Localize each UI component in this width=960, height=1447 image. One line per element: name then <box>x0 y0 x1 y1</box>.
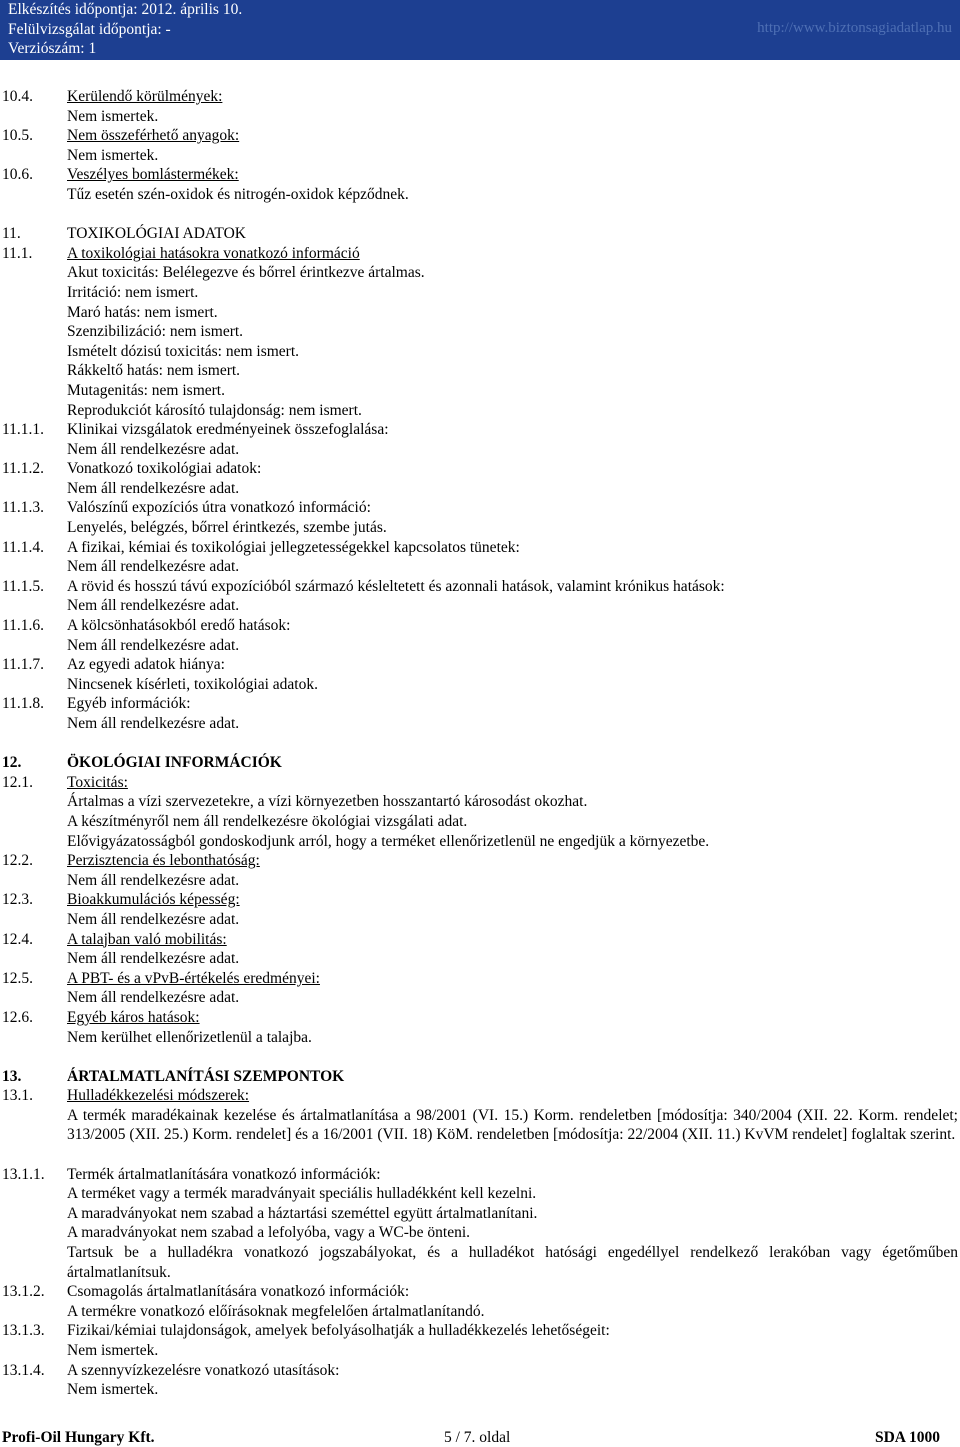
value-text: Nem áll rendelkezésre adat. <box>67 950 240 968</box>
created-date: Elkészítés időpontja: 2012. április 10. <box>8 1 243 18</box>
subsection-number: 11.1.7. <box>2 656 45 674</box>
section-heading: Nem összeférhető anyagok: <box>67 127 240 145</box>
subsection-heading: Egyéb információk: <box>67 695 191 713</box>
subsection-value <box>0 1204 960 1224</box>
value-text: Nem ismertek. <box>67 1381 159 1399</box>
value-text: Elővigyázatosságból gondoskodjunk arról, hogy a terméket ellenőrizetlenül ne engedjük a környezetbe. <box>67 832 710 850</box>
section-number: 12.3. <box>2 891 33 909</box>
subsection-value <box>0 1302 960 1322</box>
value-text: Nem áll rendelkezésre adat. <box>67 910 240 928</box>
section-10-5 <box>0 126 960 146</box>
subsection-number: 13.1.2. <box>2 1283 45 1301</box>
subsection <box>0 655 960 675</box>
section-heading: A toxikológiai hatásokra vonatkozó információ <box>67 244 360 262</box>
subsection-value <box>0 1184 960 1204</box>
page-number: 5 / 7. oldal <box>444 1429 511 1446</box>
value-text: Nem ismertek. <box>67 107 159 125</box>
section-value <box>0 910 960 930</box>
tox-item-text: Reprodukciót károsító tulajdonság: nem ismert. <box>67 401 362 419</box>
section-12-heading <box>0 753 960 773</box>
section-number: 12.1. <box>2 773 33 791</box>
value-text: Nem áll rendelkezésre adat. <box>67 558 240 576</box>
section-number: 11. <box>2 225 21 243</box>
value-text: Tűz esetén szén-oxidok és nitrogén-oxidok képződnek. <box>67 185 409 203</box>
document-body <box>0 87 960 1400</box>
revision-date: Felülvizsgálat időpontja: - <box>8 20 171 38</box>
section-number: 10.5. <box>2 127 33 145</box>
value-text: A termékre vonatkozó előírásoknak megfelelően ártalmatlanítandó. <box>67 1302 485 1320</box>
value-text: A maradványokat nem szabad a háztartási szeméttel együtt ártalmatlanítani. <box>67 1204 538 1222</box>
section-number: 11.1. <box>2 244 33 262</box>
subsection-number: 11.1.1. <box>2 421 45 439</box>
subsection-number: 13.1.1. <box>2 1165 45 1183</box>
subsection <box>0 498 960 518</box>
tox-item <box>0 283 960 303</box>
tox-item <box>0 342 960 362</box>
document-code: SDA 1000 <box>874 1429 940 1446</box>
subsection <box>0 459 960 479</box>
section-12-6 <box>0 1008 960 1028</box>
subsection-value <box>0 596 960 616</box>
section-12-2 <box>0 851 960 871</box>
subsection-number: 13.1.4. <box>2 1361 45 1379</box>
section-number: 12. <box>2 754 22 772</box>
value-text: Nem ismertek. <box>67 1342 159 1360</box>
subsection <box>0 1361 960 1381</box>
section-value <box>0 988 960 1008</box>
company-name: Profi-Oil Hungary Kft. <box>2 1429 155 1446</box>
value-text: Lenyelés, belégzés, bőrrel érintkezés, szembe jutás. <box>67 519 387 537</box>
subsection-number: 13.1.3. <box>2 1322 45 1340</box>
value-text: Nem ismertek. <box>67 146 159 164</box>
subsection-heading: Csomagolás ártalmatlanítására vonatkozó információk: <box>67 1283 410 1301</box>
section-12-1 <box>0 773 960 793</box>
tox-item-text: Mutagenitás: nem ismert. <box>67 381 225 399</box>
tox-item-text: Ismételt dózisú toxicitás: nem ismert. <box>67 342 300 360</box>
section-heading: Perzisztencia és lebonthatóság: <box>67 852 260 870</box>
section-11-1 <box>0 244 960 264</box>
tox-item <box>0 381 960 401</box>
version-number: Verziószám: 1 <box>8 40 97 57</box>
subsection-number: 11.1.3. <box>2 499 45 517</box>
section-value <box>0 107 960 127</box>
subsection-value <box>0 1223 960 1243</box>
subsection-value <box>0 440 960 460</box>
section-heading: Kerülendő körülmények: <box>67 88 223 105</box>
subsection-number: 11.1.2. <box>2 460 45 478</box>
section-number: 13. <box>2 1067 22 1085</box>
section-heading: Toxicitás: <box>67 773 128 791</box>
subsection-value <box>0 557 960 577</box>
tox-item-text: Szenzibilizáció: nem ismert. <box>67 323 244 341</box>
subsection-heading: A rövid és hosszú távú expozícióból származó késleltetett és azonnali hatások, valamint krónikus hatások: <box>67 577 725 595</box>
value-text: A terméket vagy a termék maradványait speciális hulladékként kell kezelni. <box>67 1185 537 1203</box>
subsection-value <box>0 479 960 499</box>
section-11-heading <box>0 224 960 244</box>
section-12-4 <box>0 930 960 950</box>
header-info <box>8 0 242 59</box>
subsection <box>0 420 960 440</box>
section-10-6 <box>0 165 960 185</box>
section-number: 12.4. <box>2 930 33 948</box>
subsection-value <box>0 675 960 695</box>
tox-item-text: Akut toxicitás: Belélegezve és bőrrel érintkezve ártalmas. <box>67 264 425 282</box>
value-text: Nem áll rendelkezésre adat. <box>67 597 240 615</box>
subsection-heading: Vonatkozó toxikológiai adatok: <box>67 460 262 478</box>
value-text: Nem áll rendelkezésre adat. <box>67 715 240 732</box>
value-text: Nincsenek kísérleti, toxikológiai adatok. <box>67 675 318 693</box>
subsection-number: 11.1.5. <box>2 577 45 595</box>
section-heading: Egyéb káros hatások: <box>67 1008 200 1026</box>
section-12-3 <box>0 890 960 910</box>
section-value <box>0 146 960 166</box>
section-10-4 <box>0 87 960 107</box>
subsection-heading: A szennyvízkezelésre vonatkozó utasítások: <box>67 1361 340 1379</box>
subsection <box>0 694 960 714</box>
value-text: Nem áll rendelkezésre adat. <box>67 989 240 1007</box>
section-value <box>0 1028 960 1048</box>
section-value <box>0 1106 960 1165</box>
value-text: A termék maradékainak kezelése és ártalmatlanítása a 98/2001 (VI. 15.) Korm. rendeletben [módosítja: 340/2004 (XII. 22. Korm. rendelet; 313/2005 (XII. 25.) Korm. rendelet] és a 16/2001 (VII. 18) KöM. rendeletben [módosítja: 22/2004 (XII. 11.) KvVM rendelet] foglaltak szerint. <box>67 1106 958 1144</box>
section-title: TOXIKOLÓGIAI ADATOK <box>67 225 246 243</box>
subsection-value <box>0 518 960 538</box>
section-value <box>0 832 960 852</box>
section-13-1 <box>0 1086 960 1106</box>
subsection <box>0 1165 960 1185</box>
subsection-value <box>0 1243 960 1282</box>
subsection-heading: Az egyedi adatok hiánya: <box>67 656 225 674</box>
subsection-number: 11.1.8. <box>2 695 45 713</box>
subsection <box>0 577 960 597</box>
section-heading: Bioakkumulációs képesség: <box>67 891 240 909</box>
section-12-5 <box>0 969 960 989</box>
value-text: Nem áll rendelkezésre adat. <box>67 479 240 497</box>
section-number: 10.4. <box>2 88 33 105</box>
subsection-number: 11.1.6. <box>2 617 45 635</box>
section-title: ÖKOLÓGIAI INFORMÁCIÓK <box>67 754 282 772</box>
tox-item-text: Irritáció: nem ismert. <box>67 283 199 301</box>
document-footer <box>0 1428 960 1447</box>
document-header <box>0 0 960 60</box>
tox-item <box>0 322 960 342</box>
subsection-value <box>0 1380 960 1400</box>
section-heading: Veszélyes bomlástermékek: <box>67 166 239 184</box>
section-value <box>0 792 960 812</box>
value-text: Nem áll rendelkezésre adat. <box>67 871 240 889</box>
value-text: Nem áll rendelkezésre adat. <box>67 440 240 458</box>
section-number: 12.2. <box>2 852 33 870</box>
section-value <box>0 871 960 891</box>
section-13-heading <box>0 1067 960 1087</box>
subsection-number: 11.1.4. <box>2 538 45 556</box>
value-text: Nem kerülhet ellenőrizetlenül a talajba. <box>67 1028 312 1046</box>
subsection-heading: Klinikai vizsgálatok eredményeinek összefoglalása: <box>67 421 389 439</box>
subsection <box>0 1282 960 1302</box>
tox-item-text: Rákkeltő hatás: nem ismert. <box>67 362 241 380</box>
tox-item <box>0 401 960 421</box>
section-heading: A PBT- és a vPvB-értékelés eredményei: <box>67 969 320 987</box>
tox-item-text: Maró hatás: nem ismert. <box>67 303 218 321</box>
value-text: Nem áll rendelkezésre adat. <box>67 636 240 654</box>
subsection-value <box>0 714 960 734</box>
subsection-heading: Fizikai/kémiai tulajdonságok, amelyek befolyásolhatják a hulladékkezelés lehetőségeit: <box>67 1322 610 1340</box>
subsection-value <box>0 1341 960 1361</box>
subsection <box>0 616 960 636</box>
section-number: 10.6. <box>2 166 33 184</box>
value-text: Ártalmas a vízi szervezetekre, a vízi környezetben hosszantartó károsodást okozhat. <box>67 793 588 811</box>
subsection-heading: Valószínű expozíciós útra vonatkozó információ: <box>67 499 371 517</box>
subsection <box>0 538 960 558</box>
subsection-value <box>0 636 960 656</box>
section-number: 12.5. <box>2 969 33 987</box>
subsection-heading: A kölcsönhatásokból eredő hatások: <box>67 617 291 635</box>
section-heading: A talajban való mobilitás: <box>67 930 227 948</box>
value-text: A készítményről nem áll rendelkezésre ökológiai vizsgálati adat. <box>67 812 468 830</box>
value-text: A maradványokat nem szabad a lefolyóba, vagy a WC-be önteni. <box>67 1224 471 1242</box>
tox-item <box>0 263 960 283</box>
section-value <box>0 949 960 969</box>
subsection-heading: Termék ártalmatlanítására vonatkozó információk: <box>67 1165 381 1183</box>
section-title: ÁRTALMATLANÍTÁSI SZEMPONTOK <box>67 1067 345 1085</box>
subsection-heading: A fizikai, kémiai és toxikológiai jellegzetességekkel kapcsolatos tünetek: <box>67 538 520 556</box>
section-heading: Hulladékkezelési módszerek: <box>67 1087 250 1105</box>
section-number: 12.6. <box>2 1008 33 1026</box>
subsection <box>0 1321 960 1341</box>
value-text: Tartsuk be a hulladékra vonatkozó jogszabályokat, és a hulladékot hatósági engedéllyel rendelkező lerakóban vagy égetőműben ártalmatlanítsuk. <box>67 1244 958 1281</box>
section-number: 13.1. <box>2 1087 33 1105</box>
section-value <box>0 812 960 832</box>
section-value <box>0 185 960 205</box>
website-url: http://www.biztonsagiadatlap.hu <box>757 20 952 36</box>
tox-item <box>0 361 960 381</box>
tox-item <box>0 303 960 323</box>
